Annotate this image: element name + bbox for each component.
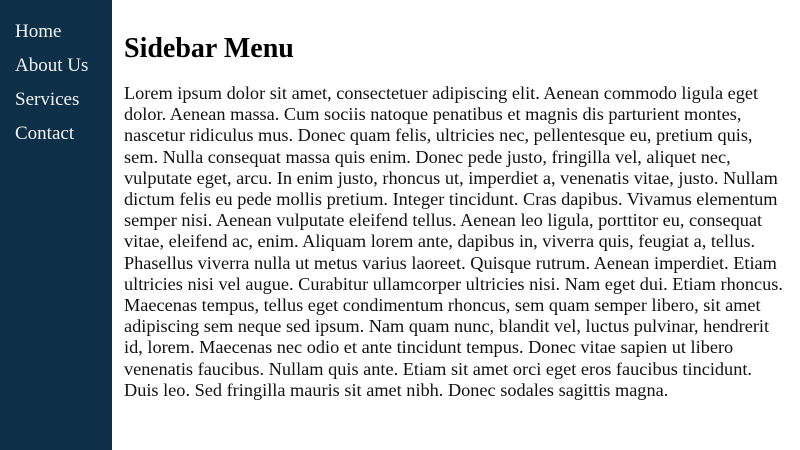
main-content <box>124 0 790 401</box>
sidebar-item-contact[interactable]: Contact <box>15 123 75 144</box>
sidebar-item-home[interactable]: Home <box>15 21 62 42</box>
page-title: Sidebar Menu <box>124 33 294 64</box>
sidebar-item-about-us[interactable]: About Us <box>15 55 89 76</box>
sidebar-menu <box>0 0 112 152</box>
sidebar <box>0 0 112 450</box>
body-paragraph: Lorem ipsum dolor sit amet, consectetuer adipiscing elit. Aenean commodo ligula eget dolor. Aenean massa. Cum sociis natoque penatibus et magnis dis parturient montes, nascetur ridiculus mus. Donec quam felis, ultricies nec, pellentesque eu, pretium quis, sem. Nulla consequat massa quis enim. Donec pede justo, fringilla vel, aliquet nec, vulputate eget, arcu. In enim justo, rhoncus ut, imperdiet a, venenatis vitae, justo. Nullam dictum felis eu pede mollis pretium. Integer tincidunt. Cras dapibus. Vivamus elementum semper nisi. Aenean vulputate eleifend tellus. Aenean leo ligula, porttitor eu, consequat vitae, eleifend ac, enim. Aliquam lorem ante, dapibus in, viverra quis, feugiat a, tellus. Phasellus viverra nulla ut metus varius laoreet. Quisque rutrum. Aenean imperdiet. Etiam ultricies nisi vel augue. Curabitur ullamcorper ultricies nisi. Nam eget dui. Etiam rhoncus. Maecenas tempus, tellus eget condimentum rhoncus, sem quam semper libero, sit amet adipiscing sem neque sed ipsum. Nam quam nunc, blandit vel, luctus pulvinar, hendrerit id, lorem. Maecenas nec odio et ante tincidunt tempus. Donec vitae sapien ut libero venenatis faucibus. Nullam quis ante. Etiam sit amet orci eget eros faucibus tincidunt. Duis leo. Sed fringilla mauris sit amet nibh. Donec sodales sagittis magna. <box>124 83 783 400</box>
sidebar-item-services[interactable]: Services <box>15 89 80 110</box>
